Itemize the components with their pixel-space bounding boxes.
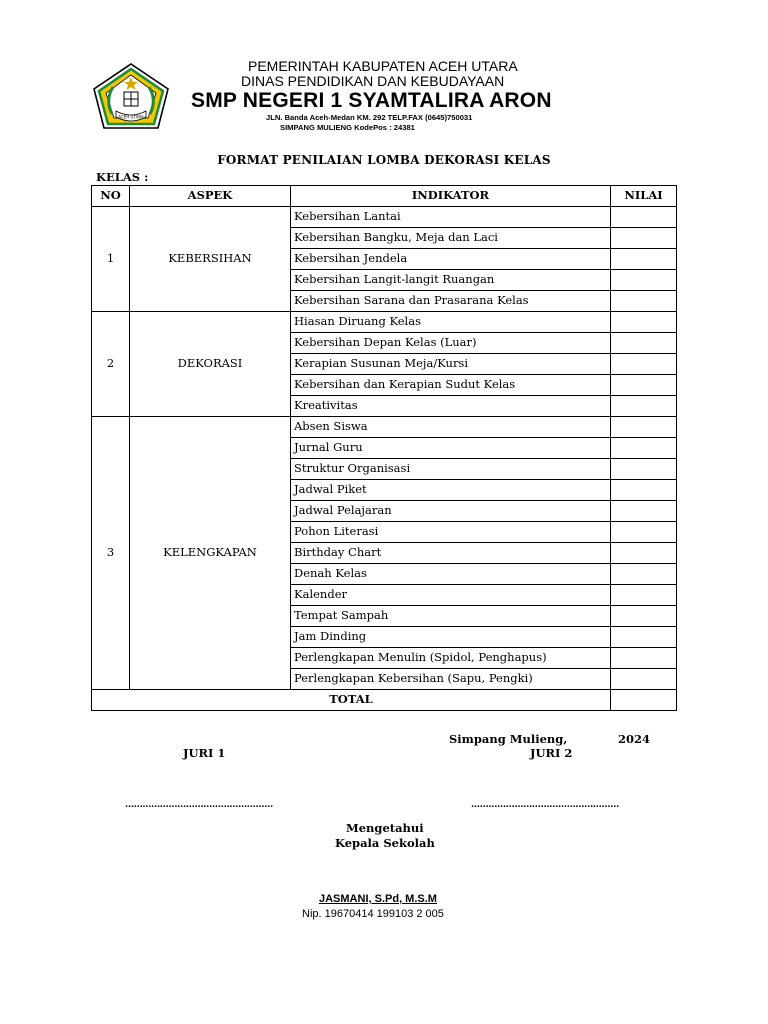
headmaster-title: Kepala Sekolah	[335, 836, 435, 850]
table-row	[92, 207, 677, 228]
score-cell[interactable]	[611, 564, 677, 585]
total-score-cell[interactable]	[611, 690, 677, 711]
score-cell[interactable]	[611, 459, 677, 480]
indicator-cell: Pohon Literasi	[291, 522, 611, 543]
school-address: JLN. Banda Aceh-Medan KM. 292 TELP.FAX (0645)750031	[266, 113, 473, 122]
score-cell[interactable]	[611, 375, 677, 396]
indicator-cell: Hiasan Diruang Kelas	[291, 312, 611, 333]
score-cell[interactable]	[611, 417, 677, 438]
aspect-name: DEKORASI	[130, 312, 291, 417]
logo-ribbon-text: ACEH UTARA	[118, 114, 144, 120]
indicator-cell: Denah Kelas	[291, 564, 611, 585]
indicator-cell: Jurnal Guru	[291, 438, 611, 459]
score-cell[interactable]	[611, 270, 677, 291]
class-label: KELAS :	[96, 170, 149, 184]
score-cell[interactable]	[611, 522, 677, 543]
score-cell[interactable]	[611, 228, 677, 249]
header-no: NO	[92, 186, 130, 207]
indicator-cell: Kebersihan Sarana dan Prasarana Kelas	[291, 291, 611, 312]
header-indicator: INDIKATOR	[291, 186, 611, 207]
score-cell[interactable]	[611, 438, 677, 459]
aspect-name: KELENGKAPAN	[130, 417, 291, 690]
school-name: SMP NEGERI 1 SYAMTALIRA ARON	[191, 89, 552, 112]
headmaster-nip: Nip. 19670414 199103 2 005	[302, 908, 444, 920]
table-row	[92, 312, 677, 333]
indicator-cell: Perlengkapan Menulin (Spidol, Penghapus)	[291, 648, 611, 669]
indicator-cell: Kebersihan Jendela	[291, 249, 611, 270]
indicator-cell: Jadwal Piket	[291, 480, 611, 501]
indicator-cell: Kebersihan Bangku, Meja dan Laci	[291, 228, 611, 249]
score-cell[interactable]	[611, 543, 677, 564]
indicator-cell: Kebersihan dan Kerapian Sudut Kelas	[291, 375, 611, 396]
score-cell[interactable]	[611, 333, 677, 354]
score-cell[interactable]	[611, 480, 677, 501]
indicator-cell: Kebersihan Lantai	[291, 207, 611, 228]
judge-2-signature-line: ……………………………………………	[471, 800, 619, 810]
score-cell[interactable]	[611, 585, 677, 606]
judge-2-label: JURI 2	[530, 746, 573, 760]
indicator-cell: Kalender	[291, 585, 611, 606]
indicator-cell: Kebersihan Langit-langit Ruangan	[291, 270, 611, 291]
score-cell[interactable]	[611, 207, 677, 228]
acknowledged-label: Mengetahui	[346, 821, 424, 835]
indicator-cell: Kerapian Susunan Meja/Kursi	[291, 354, 611, 375]
indicator-cell: Jadwal Pelajaran	[291, 501, 611, 522]
judge-1-label: JURI 1	[183, 746, 226, 760]
form-title: FORMAT PENILAIAN LOMBA DEKORASI KELAS	[217, 153, 551, 167]
header-score: NILAI	[611, 186, 677, 207]
indicator-cell: Perlengkapan Kebersihan (Sapu, Pengki)	[291, 669, 611, 690]
indicator-cell: Absen Siswa	[291, 417, 611, 438]
score-cell[interactable]	[611, 354, 677, 375]
score-cell[interactable]	[611, 312, 677, 333]
school-emblem-logo	[90, 62, 172, 132]
headmaster-name: JASMANI, S.Pd, M.S.M	[319, 893, 437, 905]
indicator-cell: Kreativitas	[291, 396, 611, 417]
letterhead	[0, 0, 768, 150]
indicator-cell: Birthday Chart	[291, 543, 611, 564]
score-cell[interactable]	[611, 627, 677, 648]
score-cell[interactable]	[611, 291, 677, 312]
score-cell[interactable]	[611, 648, 677, 669]
indicator-cell: Tempat Sampah	[291, 606, 611, 627]
aspect-name: KEBERSIHAN	[130, 207, 291, 312]
table-body	[92, 207, 677, 690]
department-name: DINAS PENDIDIKAN DAN KEBUDAYAAN	[241, 73, 505, 89]
table-row	[92, 417, 677, 438]
score-cell[interactable]	[611, 669, 677, 690]
aspect-number: 1	[92, 207, 130, 312]
score-cell[interactable]	[611, 396, 677, 417]
total-row	[92, 690, 677, 711]
signature-year: 2024	[618, 732, 651, 746]
school-postal: SIMPANG MULIENG KodePos : 24381	[280, 123, 415, 132]
score-cell[interactable]	[611, 606, 677, 627]
signature-place: Simpang Mulieng,	[449, 732, 568, 746]
judge-1-signature-line: ……………………………………………	[125, 800, 273, 810]
total-label: TOTAL	[92, 690, 611, 711]
assessment-table	[91, 185, 677, 711]
indicator-cell: Kebersihan Depan Kelas (Luar)	[291, 333, 611, 354]
table-header-row	[92, 186, 677, 207]
score-cell[interactable]	[611, 501, 677, 522]
score-cell[interactable]	[611, 249, 677, 270]
indicator-cell: Struktur Organisasi	[291, 459, 611, 480]
header-aspect: ASPEK	[130, 186, 291, 207]
indicator-cell: Jam Dinding	[291, 627, 611, 648]
aspect-number: 3	[92, 417, 130, 690]
aspect-number: 2	[92, 312, 130, 417]
government-name: PEMERINTAH KABUPATEN ACEH UTARA	[248, 58, 518, 74]
